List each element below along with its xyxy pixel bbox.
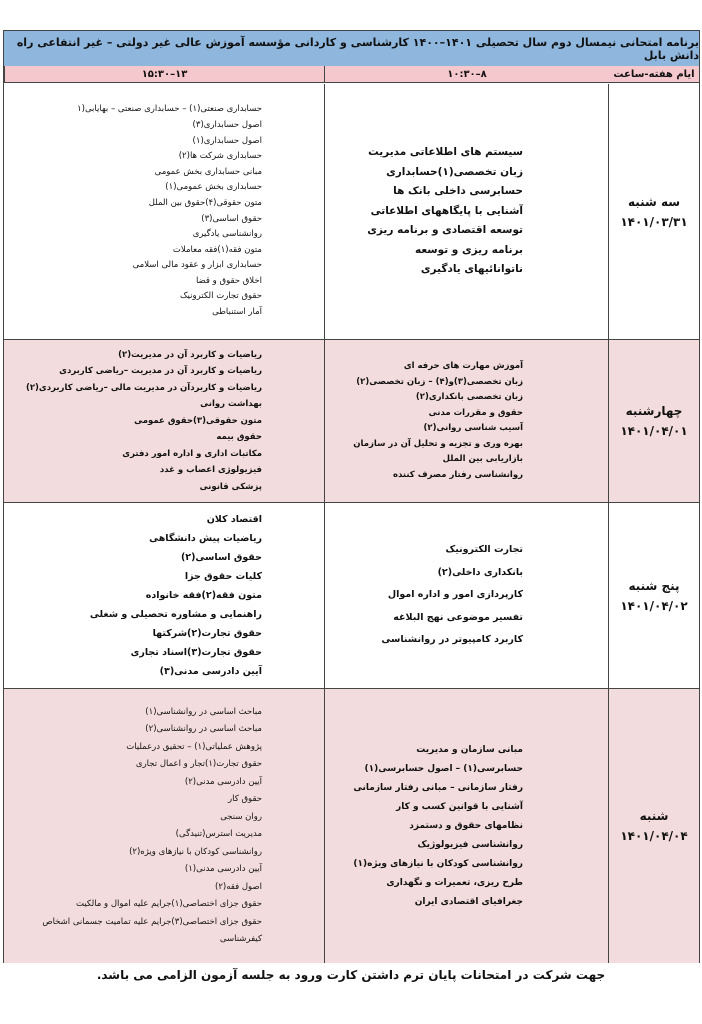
course-item: تجارت الکترونیک	[445, 544, 523, 556]
header-day-time: ایام هفته-ساعت	[609, 66, 699, 83]
course-item: ریاضیات و کاربردآن در مدیریت مالی –ریاضی کاربردی(۲)	[25, 382, 262, 393]
course-item: جغرافیای اقتصادی ایران	[414, 896, 523, 907]
course-item: روانشناسی رفتار مصرف کننده	[392, 469, 523, 480]
course-item: متون حقوقی(۳)حقوق عمومی	[134, 415, 262, 426]
course-item: حقوق بیمه	[216, 432, 262, 443]
course-item: مباحث اساسی در روانشناسی(۲)	[145, 724, 262, 734]
course-item: حقوق جزای اختصاصی(۱)جرایم علیه اموال و مالکیت	[76, 899, 262, 909]
course-item: حقوق اساسی(۳)	[201, 213, 262, 224]
day-date: ۱۴۰۱/۰۳/۳۱	[620, 214, 688, 229]
course-item: فیزیولوژی اعصاب و غدد	[159, 465, 262, 476]
course-item: آیین دادرسی مدنی(۱)	[184, 864, 262, 874]
course-item: بازاریابی بین الملل	[442, 454, 523, 464]
course-item: حقوق تجارت(۱)تجار و اعمال تجاری	[135, 759, 262, 769]
course-item: اقتصاد کلان	[206, 514, 262, 525]
course-item: بهره وری و تجزیه و تحلیل آن در سازمان	[353, 438, 523, 449]
afternoon-cell	[4, 689, 324, 963]
course-item: اصول فقه(۲)	[215, 881, 262, 892]
morning-course-list	[325, 741, 608, 912]
day-name: چهارشنبه	[625, 404, 683, 418]
course-item: حقوق و مقررات مدنی	[428, 407, 523, 418]
course-item: حسابرسی داخلی بانک ها	[393, 185, 523, 198]
course-item: کارپردازی امور و اداره اموال	[387, 589, 523, 601]
course-item: آشنایی با قوانین کسب و کار	[396, 801, 523, 812]
morning-cell	[324, 84, 609, 339]
afternoon-course-list	[4, 510, 324, 681]
course-item: مبانی سازمان و مدیریت	[416, 744, 523, 755]
schedule-title: برنامه امتحانی نیمسال دوم سال تحصیلی ۱۴۰۱–۱۴۰۰ کارشناسی و کاردانی مؤسسه آموزش عالی غیر دولتی – غیر انتفاعی راه دانش بابل	[4, 31, 699, 67]
course-item: زبان تخصصی(۱)حسابداری	[386, 165, 523, 178]
course-item: متون فقه(۱)فقه معاملات	[172, 244, 262, 255]
afternoon-cell	[4, 340, 324, 502]
course-item: متون حقوقی(۴)حقوق بین الملل	[148, 197, 262, 208]
course-item: مدیریت استرس(تنیدگی)	[175, 829, 262, 839]
course-item: اخلاق حقوق و قضا	[195, 275, 262, 286]
course-item: پزشکی قانونی	[199, 481, 262, 492]
course-item: برنامه ریزی و توسعه	[414, 243, 523, 256]
course-item: حقوق تجارت(۲)شرکتها	[152, 628, 262, 639]
course-item: حسابداری شرکت ها(۲)	[178, 151, 262, 162]
morning-cell	[324, 503, 609, 688]
course-item: آسیب شناسی روانی(۲)	[423, 423, 523, 433]
course-item: تفسیر موضوعی نهج البلاغه	[393, 611, 523, 623]
day-cell	[609, 503, 699, 688]
afternoon-cell	[4, 84, 324, 339]
course-item: آیین دادرسی مدنی(۲)	[184, 776, 262, 787]
course-item: مکاتبات اداری و اداره امور دفتری	[122, 448, 262, 459]
afternoon-course-list	[4, 347, 324, 496]
course-item: حقوق اساسی(۲)	[180, 552, 262, 563]
course-item: زبان تخصصی بانکداری(۲)	[415, 392, 523, 402]
schedule-row-thursday	[4, 503, 699, 689]
day-date: ۱۴۰۱/۰۴/۰۴	[620, 829, 688, 843]
course-item: راهنمایی و مشاوره تحصیلی و شغلی	[89, 609, 262, 620]
course-item: اصول حسابداری(۳)	[192, 119, 262, 130]
course-item: حسابداری ابزار و عقود مالی اسلامی	[132, 260, 262, 271]
course-item: روانشناسی یادگیری	[192, 229, 262, 240]
morning-course-list	[325, 143, 608, 280]
course-item: ریاضیات پیش دانشگاهی	[149, 533, 262, 544]
course-item: آموزش مهارت های حرفه ای	[403, 361, 523, 371]
header-afternoon-slot: ۱۳–۱۵:۳۰	[4, 66, 324, 83]
course-item: کاربرد کامپیوتر در روانشناسی	[381, 634, 523, 646]
course-item: نظامهای حقوق و دستمزد	[409, 820, 523, 831]
morning-course-list	[325, 539, 608, 652]
course-item: حسابداری بخش عمومی(۱)	[165, 182, 262, 193]
course-item: بهداشت روانی	[200, 399, 262, 410]
course-item: بانکداری داخلی(۲)	[437, 566, 523, 578]
course-item: آمار استنباطی	[212, 307, 262, 318]
course-item: حسابرسی(۱) – اصول حسابرسی(۱)	[364, 763, 523, 774]
course-item: ریاضیات و کاربرد آن در مدیریت(۲)	[118, 349, 262, 360]
course-item: آیین دادرسی مدنی(۳)	[159, 666, 262, 677]
course-item: ناتوانائیهای یادگیری	[420, 263, 523, 276]
course-item: روانشناسی کودکان با نیازهای ویژه(۱)	[353, 858, 523, 869]
footer-note: جهت شرکت در امتحانات پایان ترم داشتن کارت ورود به جلسه آزمون الزامی می باشد.	[96, 968, 606, 982]
course-item: پژوهش عملیاتی(۱) – تحقیق درعملیات	[126, 741, 262, 752]
day-date: ۱۴۰۱/۰۴/۰۲	[620, 598, 688, 613]
day-cell	[609, 340, 699, 502]
course-item: آشنایی با پایگاههای اطلاعاتی	[370, 204, 523, 217]
course-item: کیفرشناسی	[219, 934, 262, 944]
course-item: روانشناسی کودکان با نیازهای ویژه(۲)	[129, 846, 262, 857]
schedule-row-wednesday	[4, 340, 699, 503]
schedule-row-tuesday	[4, 84, 699, 340]
course-item: مبانی حسابداری بخش عمومی	[154, 166, 262, 177]
course-item: حقوق جزای اختصاصی(۳)جرایم علیه تمامیت جسمانی اشخاص	[42, 916, 262, 927]
schedule-row-saturday	[4, 689, 699, 963]
day-name: سه شنبه	[627, 194, 681, 209]
course-item: حقوق کار	[228, 794, 262, 804]
course-item: طرح ریزی، تعمیرات و نگهداری	[386, 877, 523, 888]
morning-cell	[324, 689, 609, 963]
morning-course-list	[325, 359, 608, 483]
course-item: حقوق تجارت الکترونیک	[179, 291, 262, 302]
afternoon-cell	[4, 503, 324, 688]
course-item: حقوق تجارت(۳)اسناد تجاری	[130, 647, 262, 658]
course-item: رفتار سازمانی – مبانی رفتار سازمانی	[353, 782, 523, 793]
day-name: پنج شنبه	[628, 578, 680, 593]
course-item: کلیات حقوق جزا	[184, 571, 262, 582]
header-morning-slot: ۸–۱۰:۳۰	[324, 66, 609, 83]
course-item: سیستم های اطلاعاتی مدیریت	[368, 146, 523, 159]
course-item: توسعه اقتصادی و برنامه ریزی	[367, 224, 523, 237]
exam-schedule-table	[3, 30, 700, 963]
afternoon-course-list	[4, 102, 324, 320]
course-item: اصول حسابداری(۱)	[192, 135, 262, 146]
course-item: متون فقه(۲)فقه خانواده	[145, 590, 262, 601]
course-item: روانشناسی فیزیولوژیک	[417, 839, 523, 850]
afternoon-course-list	[4, 704, 324, 949]
morning-cell	[324, 340, 609, 502]
course-item: ریاضیات و کاربرد آن در مدیریت –ریاضی کاربردی	[59, 366, 262, 377]
day-cell	[609, 84, 699, 339]
course-item: مباحث اساسی در روانشناسی(۱)	[145, 706, 262, 717]
course-item: حسابداری صنعتی(۱) – حسابداری صنعتی – بهایابی(۱	[77, 104, 262, 115]
day-date: ۱۴۰۱/۰۴/۰۱	[620, 424, 688, 438]
course-item: روان سنجی	[220, 811, 262, 822]
course-item: زبان تخصصی(۳)و(۴) – زبان تخصصی(۲)	[356, 376, 523, 387]
day-name: شنبه	[639, 809, 669, 823]
day-cell	[609, 689, 699, 963]
